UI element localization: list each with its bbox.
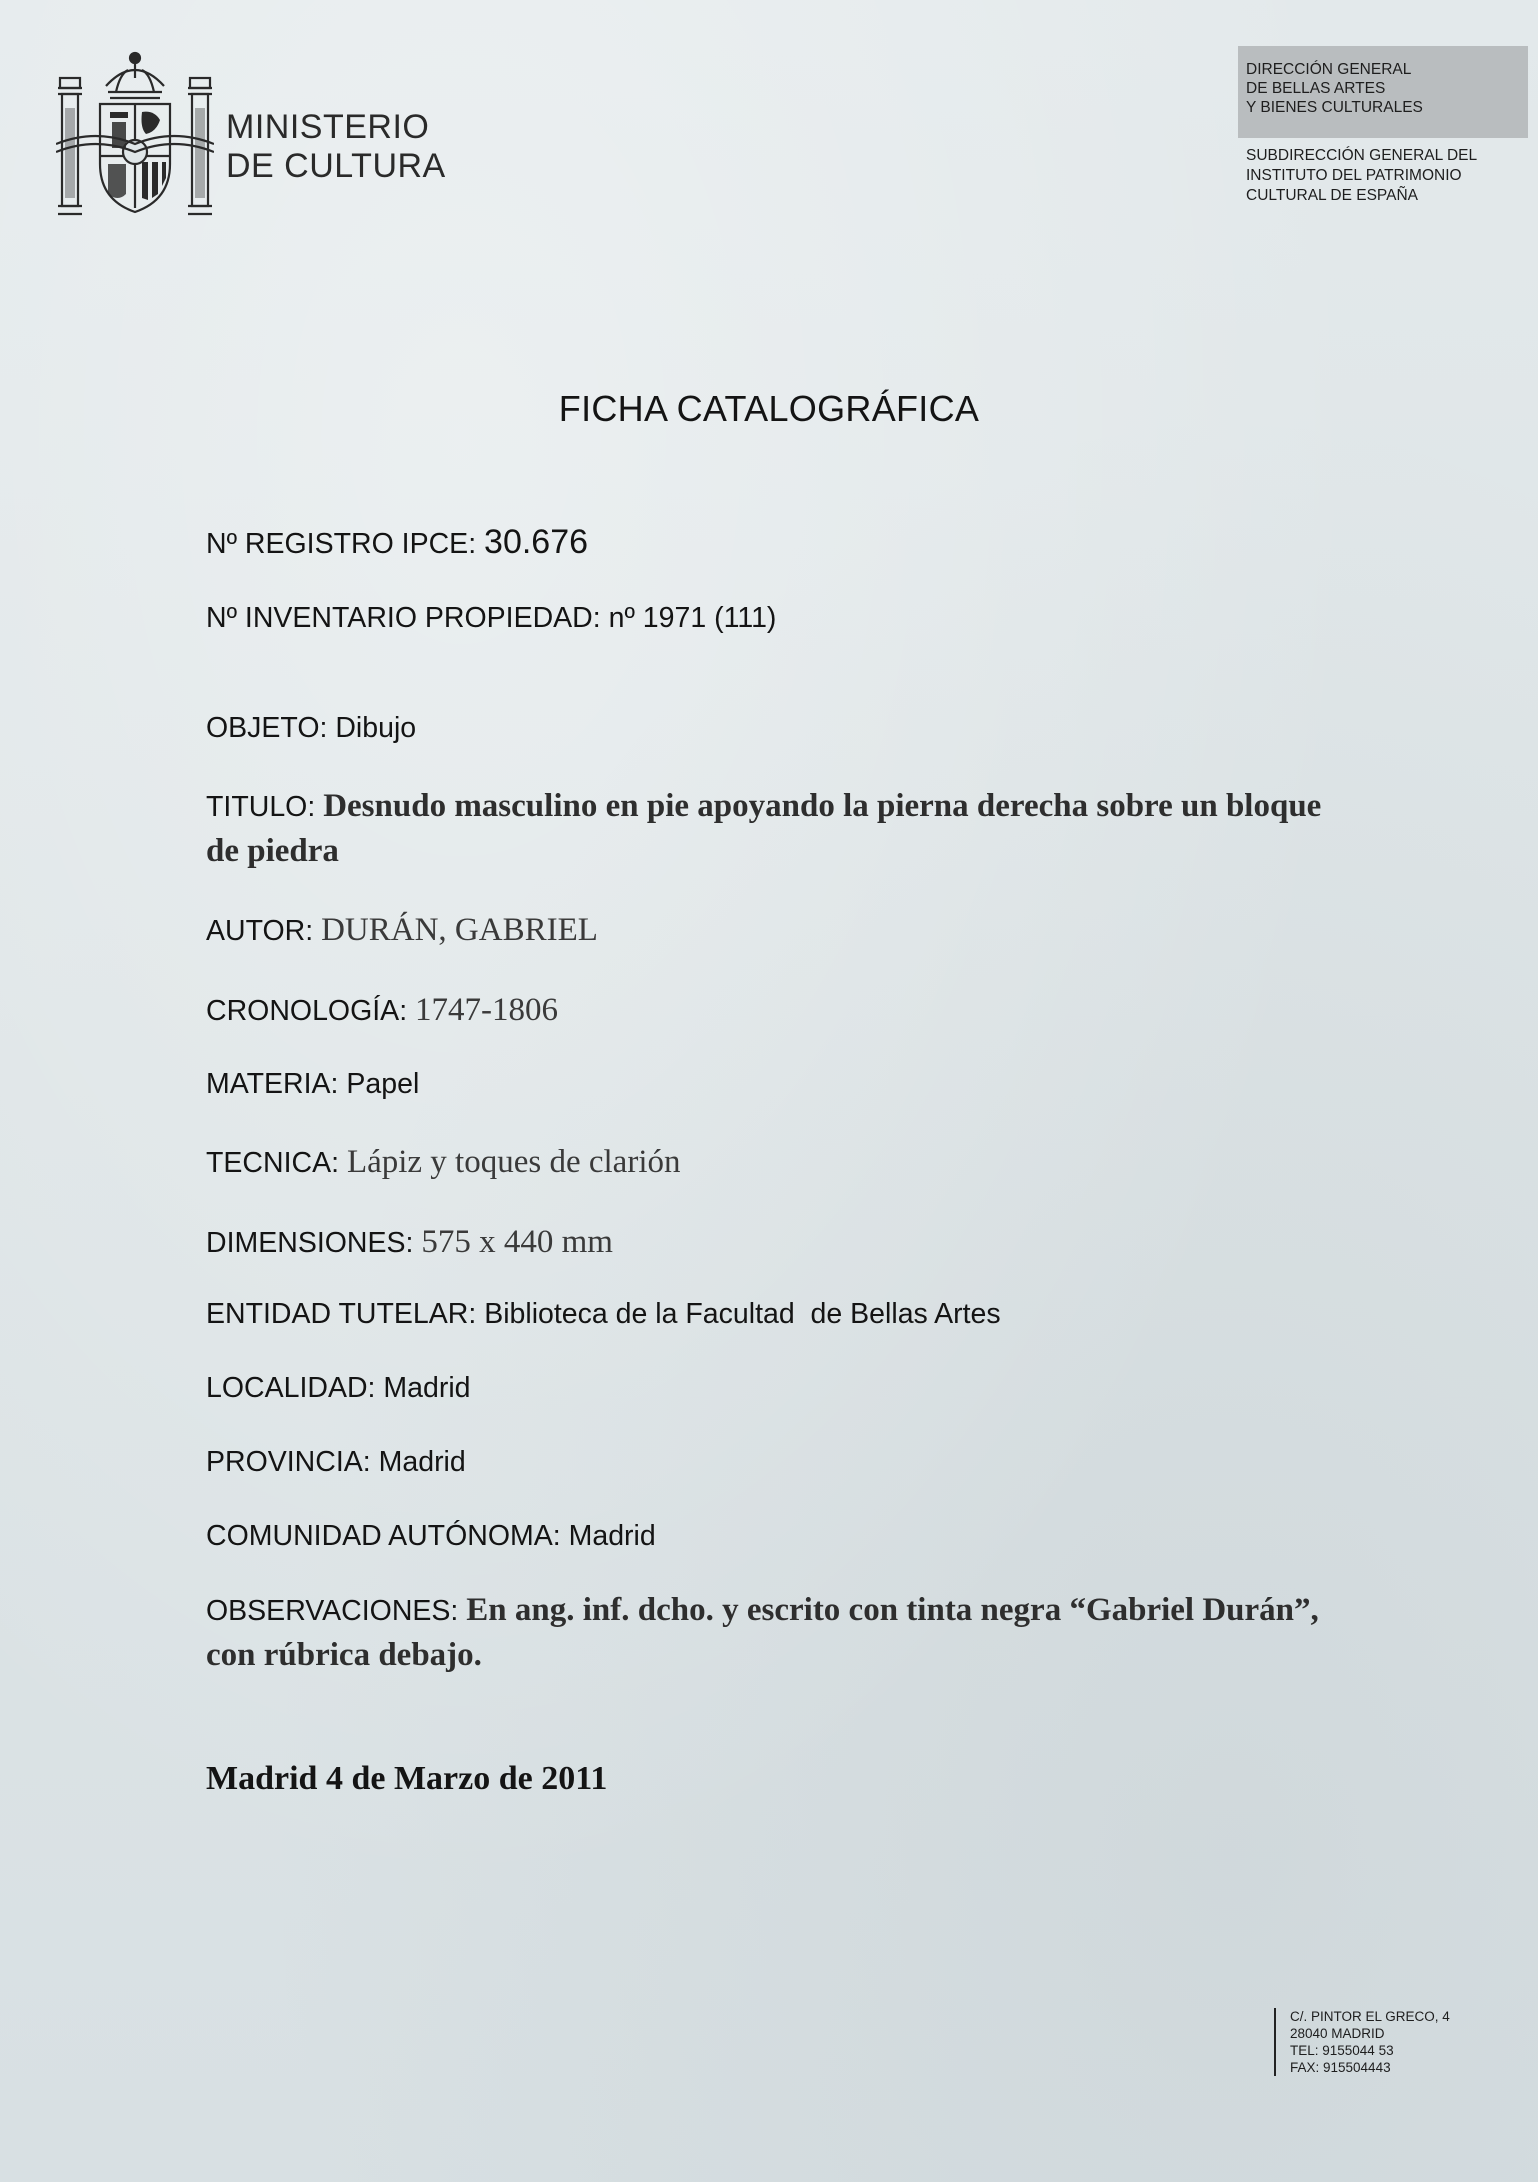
field-autor [206, 908, 598, 953]
field-registro [206, 520, 588, 566]
field-titulo [206, 784, 1356, 874]
ministry-name [226, 108, 446, 186]
subdireccion-line: INSTITUTO DEL PATRIMONIO [1246, 167, 1462, 184]
field-label: PROVINCIA: [206, 1446, 371, 1478]
field-value: 30.676 [484, 523, 589, 561]
field-value: Desnudo masculino en pie apoyando la pierna derecha sobre un bloque de piedra [206, 788, 1322, 869]
field-label: Nº INVENTARIO PROPIEDAD: [206, 602, 601, 634]
direccion-line: DE BELLAS ARTES [1246, 80, 1386, 97]
address-line: C/. PINTOR EL GRECO, 4 [1290, 2009, 1450, 2024]
field-cronologia [206, 988, 558, 1033]
field-value: nº 1971 (111) [608, 602, 777, 634]
field-materia [206, 1062, 419, 1106]
field-value: 575 x 440 mm [421, 1224, 613, 1260]
address-line: TEL: 9155044 53 [1290, 2043, 1394, 2058]
field-label: Nº REGISTRO IPCE: [206, 528, 477, 560]
subdireccion-text [1246, 146, 1477, 206]
field-dimensiones [206, 1220, 613, 1265]
address-line: FAX: 915504443 [1290, 2060, 1391, 2075]
field-label: COMUNIDAD AUTÓNOMA: [206, 1520, 561, 1552]
field-inventario [206, 596, 776, 640]
field-tecnica [206, 1140, 680, 1185]
address-line: 28040 MADRID [1290, 2026, 1385, 2041]
field-objeto [206, 706, 416, 750]
field-entidad [206, 1292, 1001, 1336]
field-value: DURÁN, GABRIEL [321, 912, 598, 948]
direccion-line: DIRECCIÓN GENERAL [1246, 61, 1412, 78]
ministry-line-2: DE CULTURA [226, 147, 446, 185]
field-label: AUTOR: [206, 915, 314, 947]
field-provincia [206, 1440, 466, 1484]
date-line: Madrid 4 de Marzo de 2011 [206, 1760, 608, 1797]
field-value: Papel [346, 1068, 420, 1100]
field-label: MATERIA: [206, 1068, 339, 1100]
field-label: OBSERVACIONES: [206, 1595, 459, 1627]
page-title: FICHA CATALOGRÁFICA [558, 388, 980, 429]
subdireccion-line: SUBDIRECCIÓN GENERAL DEL [1246, 147, 1478, 164]
field-label: OBJETO: [206, 712, 328, 744]
direccion-general-box [1238, 46, 1528, 138]
field-label: TITULO: [206, 791, 316, 823]
field-value: Biblioteca de la Facultad de Bellas Artes [484, 1298, 1001, 1330]
subdireccion-line: CULTURAL DE ESPAÑA [1246, 187, 1418, 204]
field-observaciones [206, 1588, 1356, 1678]
ministry-line-1: MINISTERIO [226, 108, 430, 146]
direccion-line: Y BIENES CULTURALES [1246, 99, 1423, 116]
field-value: Madrid [378, 1446, 466, 1478]
field-value: Madrid [568, 1520, 656, 1552]
field-value: Lápiz y toques de clarión [346, 1144, 681, 1180]
field-value: 1747-1806 [415, 992, 559, 1028]
footer-address [1274, 2008, 1450, 2076]
field-label: LOCALIDAD: [206, 1372, 376, 1404]
field-value: Madrid [383, 1372, 471, 1404]
field-label: CRONOLOGÍA: [206, 995, 408, 1027]
field-comunidad [206, 1514, 656, 1558]
field-label: TECNICA: [206, 1147, 340, 1179]
field-value: Dibujo [335, 712, 417, 744]
field-label: ENTIDAD TUTELAR: [206, 1298, 477, 1330]
field-value: En ang. inf. dcho. y escrito con tinta negra “Gabriel Durán”, con rúbrica debajo. [206, 1592, 1319, 1673]
coat-of-arms-icon [56, 48, 214, 224]
field-label: DIMENSIONES: [206, 1227, 414, 1259]
field-localidad [206, 1366, 471, 1410]
